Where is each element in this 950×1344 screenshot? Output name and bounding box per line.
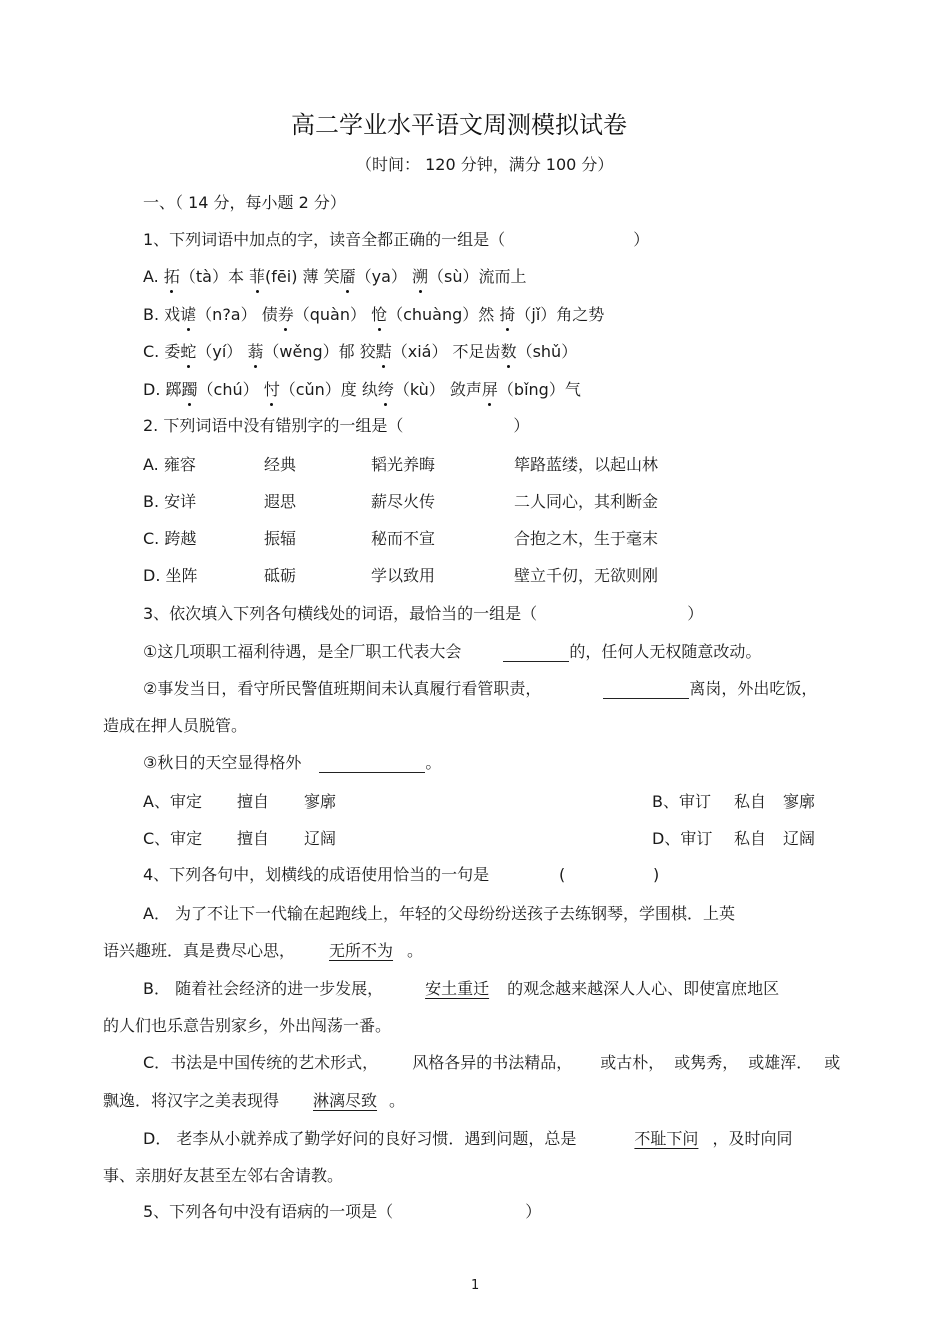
dotted-char: 蛇 — [180, 342, 197, 361]
q2-option-d-col2: 砥砺 — [264, 566, 297, 585]
pinyin-text: （ya） — [355, 267, 413, 286]
option-letter: C. 委 — [143, 342, 181, 361]
pinyin-text: (fēi) 薄 笑 — [265, 267, 340, 286]
q2-option-c-col3: 秘而不宣 — [371, 529, 436, 548]
fill-blank — [603, 680, 689, 699]
section-header: 一、（ 14 分，每小题 2 分） — [143, 193, 346, 212]
sentence-text: 风格各异的书法精品， — [412, 1053, 573, 1072]
q3-option-b-3: 寥廓 — [783, 792, 816, 811]
dotted-char: 怆 — [371, 305, 388, 324]
underlined-idiom: 安土重迁 — [425, 979, 490, 998]
dotted-char: 屏 — [481, 380, 498, 399]
pinyin-text: （jǐ）角之势 — [515, 305, 605, 324]
question-4-stem: 4、下列各句中，划横线的成语使用恰当的一句是 — [143, 865, 490, 884]
page-number: 1 — [471, 1278, 480, 1293]
q3-option-d-2: 私自 — [734, 829, 767, 848]
question-1-stem — [143, 230, 649, 250]
q2-option-c-col1: C. 跨越 — [143, 529, 197, 548]
q2-option-a-col3: 韬光养晦 — [371, 455, 436, 474]
q4-option-a-line2 — [103, 941, 423, 961]
fill-blank — [503, 643, 569, 662]
pinyin-text: （quàn） — [293, 305, 372, 324]
dotted-char: 谑 — [180, 305, 197, 324]
question-5-stem — [143, 1202, 541, 1222]
option-letter: A. — [143, 267, 164, 286]
dotted-char: 躅 — [181, 380, 198, 399]
question-4-paren-open: ( — [559, 865, 566, 884]
question-3-text: 3、依次填入下列各句横线处的词语，最恰当的一组是（ — [143, 604, 538, 623]
pinyin-text: （shǔ） — [516, 342, 578, 361]
underlined-idiom: 淋漓尽致 — [313, 1091, 378, 1110]
underlined-idiom: 无所不为 — [329, 941, 394, 960]
q4-option-a-line1: A． 为了不让下一代输在起跑线上，年轻的父母纷纷送孩子去练钢琴，学围棋．上英 — [143, 904, 736, 923]
question-2-stem — [143, 416, 529, 436]
sentence-text: ③秋日的天空显得格外 — [143, 753, 302, 772]
q2-option-c-col4: 合抱之木，生于毫末 — [514, 529, 659, 548]
sentence-text: 。 — [407, 941, 424, 960]
sentence-text: 或古朴， — [600, 1053, 665, 1072]
q3-sentence-2 — [143, 679, 817, 699]
q4-option-b-line2: 的人们也乐意告别家乡，外出闯荡一番。 — [103, 1016, 392, 1035]
q4-option-c-line1 — [143, 1053, 840, 1073]
q2-option-d-col1: D. 坐阵 — [143, 566, 198, 585]
q2-option-b-col3: 薪尽火传 — [371, 492, 436, 511]
dotted-char: 蓊 — [247, 342, 264, 361]
sentence-text: 或隽秀， — [674, 1053, 739, 1072]
question-2-text: 2. 下列词语中没有错别字的一组是（ — [143, 416, 404, 435]
dotted-char: 数 — [500, 342, 517, 361]
q2-option-b-col4: 二人同心，其利断金 — [514, 492, 659, 511]
q2-option-b-col2: 遐思 — [264, 492, 297, 511]
dotted-char: 券 — [277, 305, 294, 324]
sentence-text: B． 随着社会经济的进一步发展， — [143, 979, 384, 998]
q3-option-a-3: 寥廓 — [304, 792, 337, 811]
q4-option-c-line2 — [103, 1091, 405, 1111]
sentence-text: 飘逸．将汉字之美表现得 — [103, 1091, 280, 1110]
q4-option-b-line1 — [143, 979, 779, 999]
q3-sentence-2-cont: 造成在押人员脱管。 — [103, 716, 248, 735]
pinyin-text: （xiá） 不足齿 — [391, 342, 501, 361]
sentence-text: ①这几项职工福利待遇，是全厂职工代表大会 — [143, 642, 462, 661]
pinyin-text: （bǐng）气 — [497, 380, 581, 399]
pinyin-text: （chú） — [197, 380, 264, 399]
q2-option-a-col4: 筚路蓝缕，以起山林 — [514, 455, 659, 474]
q2-option-d-col3: 学以致用 — [371, 566, 436, 585]
q3-option-b-1: B、审订 — [652, 792, 711, 811]
dotted-char: 菲 — [249, 267, 266, 286]
option-letter: D. 踯 — [143, 380, 182, 399]
pinyin-text: （cǔn）度 纨 — [279, 380, 378, 399]
sentence-text: D． 老李从小就养成了勤学好问的良好习惯．遇到问题，总是 — [143, 1129, 577, 1148]
sentence-text: 或雄浑． — [748, 1053, 813, 1072]
question-1-option-c — [143, 342, 577, 362]
q2-option-b-col1: B. 安详 — [143, 492, 197, 511]
underlined-idiom: 不耻下问 — [634, 1129, 699, 1148]
q3-sentence-3 — [143, 753, 441, 773]
pinyin-text: （kù） 敛声 — [393, 380, 482, 399]
question-3-close: ） — [687, 604, 704, 623]
sentence-text: 或 — [824, 1053, 841, 1072]
dotted-char: 掎 — [499, 305, 516, 324]
question-1-close: ） — [633, 230, 650, 249]
option-letter: B. 戏 — [143, 305, 181, 324]
page-subtitle: （时间： 120 分钟，满分 100 分） — [356, 155, 614, 174]
pinyin-text: （chuàng）然 — [387, 305, 500, 324]
dotted-char: 靥 — [339, 267, 356, 286]
sentence-text: ②事发当日，看守所民警值班期间未认真履行看管职责， — [143, 679, 542, 698]
question-2-close: ） — [513, 416, 530, 435]
pinyin-text: （n?a） 债 — [196, 305, 278, 324]
fill-blank — [319, 754, 425, 773]
pinyin-text: （yí） — [196, 342, 248, 361]
question-1-option-d — [143, 380, 581, 400]
sentence-text: ，及时向同 — [712, 1129, 793, 1148]
q2-option-d-col4: 壁立千仞，无欲则刚 — [514, 566, 659, 585]
q3-option-c-1: C、审定 — [143, 829, 203, 848]
q3-option-a-1: A、审定 — [143, 792, 202, 811]
sentence-text: 语兴趣班．真是费尽心思， — [103, 941, 296, 960]
q3-option-d-1: D、审订 — [652, 829, 713, 848]
dotted-char: 黠 — [375, 342, 392, 361]
question-1-text: 1、下列词语中加点的字，读音全都正确的一组是（ — [143, 230, 506, 249]
q2-option-a-col1: A. 雍容 — [143, 455, 196, 474]
q3-option-b-2: 私自 — [734, 792, 767, 811]
q3-option-c-2: 擅自 — [237, 829, 270, 848]
pinyin-text: （sù）流而上 — [428, 267, 527, 286]
q2-option-c-col2: 振辐 — [264, 529, 297, 548]
sentence-text: 。 — [389, 1091, 406, 1110]
dotted-char: 绔 — [377, 380, 394, 399]
pinyin-text: （wěng）郁 狡 — [263, 342, 376, 361]
q3-option-d-3: 辽阔 — [783, 829, 816, 848]
sentence-text: 。 — [425, 753, 442, 772]
question-1-option-b — [143, 305, 604, 325]
pinyin-text: （tà）本 — [179, 267, 250, 286]
q3-option-c-3: 辽阔 — [304, 829, 337, 848]
question-4-paren-close: ) — [653, 865, 660, 884]
dotted-char: 拓 — [163, 267, 180, 286]
question-3-stem — [143, 604, 703, 624]
sentence-text: 的观念越来越深人人心、即使富庶地区 — [507, 979, 780, 998]
q3-option-a-2: 擅自 — [237, 792, 270, 811]
q4-option-d-line1 — [143, 1129, 792, 1149]
dotted-char: 忖 — [263, 380, 280, 399]
question-5-text: 5、下列各句中没有语病的一项是（ — [143, 1202, 394, 1221]
sentence-text: C．书法是中国传统的艺术形式， — [143, 1053, 379, 1072]
q3-sentence-1 — [143, 642, 761, 662]
q4-option-d-line2: 事、亲朋好友甚至左邻右舍请教。 — [103, 1166, 344, 1185]
question-1-option-a — [143, 267, 527, 287]
page-title: 高二学业水平语文周测模拟试卷 — [291, 111, 627, 139]
q2-option-a-col2: 经典 — [264, 455, 297, 474]
question-5-close: ） — [525, 1202, 542, 1221]
dotted-char: 溯 — [412, 267, 429, 286]
sentence-text: 离岗，外出吃饭， — [689, 679, 818, 698]
sentence-text: 的，任何人无权随意改动。 — [569, 642, 762, 661]
